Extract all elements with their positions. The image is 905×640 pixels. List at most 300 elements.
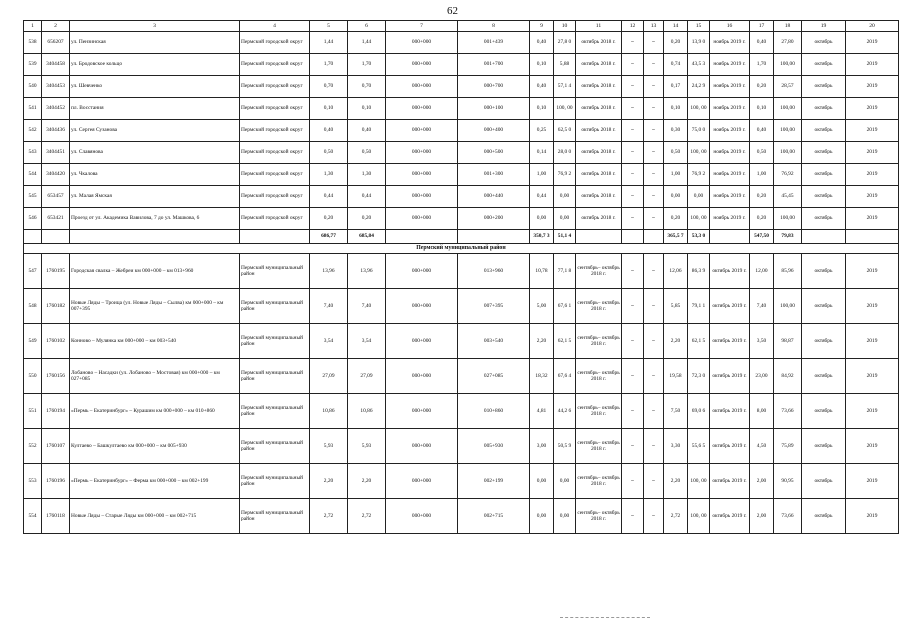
table-row bbox=[24, 324, 899, 359]
cell-c11: октябрь 2018 г. bbox=[576, 208, 622, 230]
cell-c10: 27,8 0 bbox=[554, 32, 576, 54]
cell-n: 541 bbox=[24, 98, 42, 120]
total-cell: 365,5 7 bbox=[664, 230, 688, 244]
cell-c9: 0,00 bbox=[530, 464, 554, 499]
cell-c12: – bbox=[622, 289, 644, 324]
cell-id: 1760196 bbox=[42, 464, 70, 499]
cell-c14: 2,20 bbox=[664, 464, 688, 499]
table-row bbox=[24, 208, 899, 230]
header-cell: 6 bbox=[348, 21, 386, 32]
cell-district: Пермский городской округ bbox=[240, 164, 310, 186]
cell-km_end: 000+400 bbox=[458, 120, 530, 142]
cell-c12: – bbox=[622, 142, 644, 164]
cell-c9: 4,81 bbox=[530, 394, 554, 429]
cell-c14: 0,20 bbox=[664, 208, 688, 230]
cell-district: Пермский городской округ bbox=[240, 142, 310, 164]
total-cell bbox=[576, 230, 622, 244]
section-title: Пермский муниципальный район bbox=[24, 244, 899, 254]
cell-len1: 1,70 bbox=[310, 54, 348, 76]
cell-c15: 72,3 0 bbox=[688, 359, 710, 394]
cell-district: Пермский городской округ bbox=[240, 120, 310, 142]
cell-km_end: 010+860 bbox=[458, 394, 530, 429]
header-cell: 9 bbox=[530, 21, 554, 32]
cell-district: Пермский муниципальный район bbox=[240, 464, 310, 499]
cell-id: 1760118 bbox=[42, 499, 70, 534]
cell-c9: 2,20 bbox=[530, 324, 554, 359]
cell-c12: – bbox=[622, 120, 644, 142]
total-cell: 686,77 bbox=[310, 230, 348, 244]
cell-id: 1760194 bbox=[42, 394, 70, 429]
cell-c14: 0,74 bbox=[664, 54, 688, 76]
total-cell: 51,1 4 bbox=[554, 230, 576, 244]
cell-district: Пермский муниципальный район bbox=[240, 359, 310, 394]
cell-name: ул. Чкалова bbox=[70, 164, 240, 186]
header-cell: 19 bbox=[802, 21, 846, 32]
cell-c15: 79,1 1 bbox=[688, 289, 710, 324]
cell-id: 3404453 bbox=[42, 76, 70, 98]
cell-c16: ноябрь 2019 г. bbox=[710, 76, 750, 98]
cell-km_start: 000+000 bbox=[386, 394, 458, 429]
cell-name: Конново – Мулянка км 000+000 – км 003+540 bbox=[70, 324, 240, 359]
cell-c19: октябрь bbox=[802, 54, 846, 76]
cell-c13: – bbox=[644, 394, 664, 429]
cell-len2: 1,44 bbox=[348, 32, 386, 54]
cell-c16: ноябрь 2019 г. bbox=[710, 120, 750, 142]
cell-c10: 5,88 bbox=[554, 54, 576, 76]
cell-km_start: 000+000 bbox=[386, 98, 458, 120]
table-row bbox=[24, 54, 899, 76]
cell-c10: 100, 00 bbox=[554, 98, 576, 120]
section-row bbox=[24, 244, 899, 254]
cell-n: 540 bbox=[24, 76, 42, 98]
cell-km_start: 000+000 bbox=[386, 324, 458, 359]
cell-c15: 100, 00 bbox=[688, 208, 710, 230]
page-number: 62 bbox=[447, 5, 458, 17]
table-row bbox=[24, 499, 899, 534]
cell-c16: ноябрь 2019 г. bbox=[710, 32, 750, 54]
cell-c18: 90,95 bbox=[774, 464, 802, 499]
cell-c9: 0,00 bbox=[530, 499, 554, 534]
cell-c12: – bbox=[622, 164, 644, 186]
cell-c14: 0,00 bbox=[664, 186, 688, 208]
cell-c11: октябрь 2018 г. bbox=[576, 54, 622, 76]
cell-c11: сентябрь– октябрь 2018 г. bbox=[576, 464, 622, 499]
header-cell: 12 bbox=[622, 21, 644, 32]
cell-km_end: 000+100 bbox=[458, 98, 530, 120]
cell-c17: 0,40 bbox=[750, 32, 774, 54]
cell-km_start: 000+000 bbox=[386, 429, 458, 464]
header-row bbox=[24, 21, 899, 32]
cell-len1: 0,20 bbox=[310, 208, 348, 230]
cell-km_end: 000+500 bbox=[458, 142, 530, 164]
cell-c19: октябрь bbox=[802, 98, 846, 120]
table-body bbox=[24, 21, 899, 534]
cell-c13: – bbox=[644, 120, 664, 142]
cell-c20: 2019 bbox=[846, 32, 899, 54]
cell-c20: 2019 bbox=[846, 142, 899, 164]
cell-c13: – bbox=[644, 289, 664, 324]
header-cell: 13 bbox=[644, 21, 664, 32]
table-row bbox=[24, 464, 899, 499]
cell-len2: 0,70 bbox=[348, 76, 386, 98]
cell-id: 1760182 bbox=[42, 289, 70, 324]
cell-district: Пермский муниципальный район bbox=[240, 289, 310, 324]
header-cell: 20 bbox=[846, 21, 899, 32]
cell-c10: 44,2 6 bbox=[554, 394, 576, 429]
cell-c11: сентябрь– октябрь 2018 г. bbox=[576, 289, 622, 324]
cell-len1: 0,44 bbox=[310, 186, 348, 208]
cell-km_end: 005+930 bbox=[458, 429, 530, 464]
cell-c17: 3,50 bbox=[750, 324, 774, 359]
cell-km_end: 007+395 bbox=[458, 289, 530, 324]
cell-c14: 0,17 bbox=[664, 76, 688, 98]
cell-c11: октябрь 2018 г. bbox=[576, 32, 622, 54]
cell-c19: октябрь bbox=[802, 76, 846, 98]
cell-c20: 2019 bbox=[846, 429, 899, 464]
cell-n: 551 bbox=[24, 394, 42, 429]
table-row bbox=[24, 429, 899, 464]
cell-c10: 62,1 5 bbox=[554, 324, 576, 359]
cell-c10: 76,9 2 bbox=[554, 164, 576, 186]
cell-c17: 23,00 bbox=[750, 359, 774, 394]
cell-c20: 2019 bbox=[846, 254, 899, 289]
cell-c12: – bbox=[622, 394, 644, 429]
cell-c16: ноябрь 2019 г. bbox=[710, 142, 750, 164]
total-cell bbox=[70, 230, 240, 244]
cell-c11: октябрь 2018 г. bbox=[576, 186, 622, 208]
cell-c11: октябрь 2018 г. bbox=[576, 142, 622, 164]
header-cell: 4 bbox=[240, 21, 310, 32]
header-cell: 1 bbox=[24, 21, 42, 32]
cell-c13: – bbox=[644, 464, 664, 499]
table-row bbox=[24, 32, 899, 54]
table-row bbox=[24, 394, 899, 429]
totals-row bbox=[24, 230, 899, 244]
cell-c20: 2019 bbox=[846, 359, 899, 394]
header-cell: 10 bbox=[554, 21, 576, 32]
cell-c18: 73,66 bbox=[774, 394, 802, 429]
cell-c15: 69,0 6 bbox=[688, 394, 710, 429]
total-cell bbox=[386, 230, 458, 244]
cell-c12: – bbox=[622, 54, 644, 76]
cell-name: «Пермь – Екатеринбург» – Курашим км 000+000 – км 010+860 bbox=[70, 394, 240, 429]
cell-c14: 7,50 bbox=[664, 394, 688, 429]
cell-n: 554 bbox=[24, 499, 42, 534]
cell-district: Пермский городской округ bbox=[240, 32, 310, 54]
cell-c15: 75,0 0 bbox=[688, 120, 710, 142]
cell-name: ул. Сергея Сузанова bbox=[70, 120, 240, 142]
total-cell: 53,3 0 bbox=[688, 230, 710, 244]
cell-id: 3404436 bbox=[42, 120, 70, 142]
cell-km_start: 000+000 bbox=[386, 359, 458, 394]
cell-c15: 55,6 5 bbox=[688, 429, 710, 464]
cell-district: Пермский городской округ bbox=[240, 54, 310, 76]
cell-id: 653457 bbox=[42, 186, 70, 208]
cell-id: 3404458 bbox=[42, 54, 70, 76]
cell-district: Пермский муниципальный район bbox=[240, 324, 310, 359]
cell-c19: октябрь bbox=[802, 429, 846, 464]
cell-c10: 57,1 4 bbox=[554, 76, 576, 98]
cell-c17: 4,50 bbox=[750, 429, 774, 464]
cell-c17: 2,00 bbox=[750, 499, 774, 534]
cell-c14: 0,50 bbox=[664, 142, 688, 164]
cell-c20: 2019 bbox=[846, 394, 899, 429]
cell-c10: 0,00 bbox=[554, 186, 576, 208]
table-row bbox=[24, 76, 899, 98]
cell-c19: октябрь bbox=[802, 164, 846, 186]
cell-c16: октябрь 2019 г. bbox=[710, 464, 750, 499]
cell-c13: – bbox=[644, 164, 664, 186]
cell-c15: 76,9 2 bbox=[688, 164, 710, 186]
cell-name: Новые Ляды – Старые Ляды км 000+000 – км 002+715 bbox=[70, 499, 240, 534]
cell-c10: 50,5 9 bbox=[554, 429, 576, 464]
cell-c12: – bbox=[622, 76, 644, 98]
cell-km_start: 000+000 bbox=[386, 32, 458, 54]
cell-c14: 0,10 bbox=[664, 98, 688, 120]
cell-c13: – bbox=[644, 359, 664, 394]
cell-c16: ноябрь 2019 г. bbox=[710, 54, 750, 76]
cell-km_start: 000+000 bbox=[386, 254, 458, 289]
cell-len1: 10,86 bbox=[310, 394, 348, 429]
cell-c10: 67,6 4 bbox=[554, 359, 576, 394]
total-cell bbox=[24, 230, 42, 244]
cell-len2: 2,20 bbox=[348, 464, 386, 499]
cell-len1: 1,44 bbox=[310, 32, 348, 54]
cell-c20: 2019 bbox=[846, 499, 899, 534]
cell-c19: октябрь bbox=[802, 186, 846, 208]
cell-c15: 24,2 9 bbox=[688, 76, 710, 98]
table-row bbox=[24, 142, 899, 164]
cell-c20: 2019 bbox=[846, 186, 899, 208]
cell-km_start: 000+000 bbox=[386, 164, 458, 186]
total-cell bbox=[644, 230, 664, 244]
cell-km_end: 027+085 bbox=[458, 359, 530, 394]
header-cell: 14 bbox=[664, 21, 688, 32]
cell-name: Култаево – Башкултаево км 000+000 – км 005+930 bbox=[70, 429, 240, 464]
header-cell: 17 bbox=[750, 21, 774, 32]
cell-c13: – bbox=[644, 98, 664, 120]
roads-table bbox=[23, 20, 899, 534]
cell-len1: 0,40 bbox=[310, 120, 348, 142]
cell-c16: октябрь 2019 г. bbox=[710, 359, 750, 394]
cell-id: 656207 bbox=[42, 32, 70, 54]
cell-c18: 75,89 bbox=[774, 429, 802, 464]
table-row bbox=[24, 289, 899, 324]
cell-id: 3404451 bbox=[42, 142, 70, 164]
cell-c12: – bbox=[622, 98, 644, 120]
cell-c19: октябрь bbox=[802, 142, 846, 164]
cell-km_end: 002+715 bbox=[458, 499, 530, 534]
cell-c9: 0,25 bbox=[530, 120, 554, 142]
cell-c13: – bbox=[644, 142, 664, 164]
header-cell: 11 bbox=[576, 21, 622, 32]
cell-district: Пермский городской округ bbox=[240, 186, 310, 208]
total-cell bbox=[802, 230, 846, 244]
header-cell: 8 bbox=[458, 21, 530, 32]
cell-km_start: 000+000 bbox=[386, 142, 458, 164]
cell-km_start: 000+000 bbox=[386, 499, 458, 534]
cell-c12: – bbox=[622, 464, 644, 499]
cell-c15: 100, 00 bbox=[688, 142, 710, 164]
cell-km_end: 002+199 bbox=[458, 464, 530, 499]
scan-mark bbox=[560, 617, 650, 618]
cell-c18: 76,92 bbox=[774, 164, 802, 186]
cell-len2: 7,40 bbox=[348, 289, 386, 324]
cell-c16: ноябрь 2019 г. bbox=[710, 208, 750, 230]
cell-km_start: 000+000 bbox=[386, 76, 458, 98]
cell-c19: октябрь bbox=[802, 120, 846, 142]
cell-c16: октябрь 2019 г. bbox=[710, 254, 750, 289]
cell-c16: октябрь 2019 г. bbox=[710, 429, 750, 464]
cell-id: 1760107 bbox=[42, 429, 70, 464]
cell-c14: 12,06 bbox=[664, 254, 688, 289]
cell-len1: 2,20 bbox=[310, 464, 348, 499]
cell-len1: 0,50 bbox=[310, 142, 348, 164]
cell-c14: 19,58 bbox=[664, 359, 688, 394]
cell-km_start: 000+000 bbox=[386, 120, 458, 142]
cell-len2: 0,44 bbox=[348, 186, 386, 208]
cell-n: 547 bbox=[24, 254, 42, 289]
header-cell: 15 bbox=[688, 21, 710, 32]
cell-c13: – bbox=[644, 429, 664, 464]
cell-c10: 0,00 bbox=[554, 499, 576, 534]
cell-id: 653421 bbox=[42, 208, 70, 230]
cell-c10: 67,6 1 bbox=[554, 289, 576, 324]
cell-c20: 2019 bbox=[846, 98, 899, 120]
cell-c16: ноябрь 2019 г. bbox=[710, 164, 750, 186]
cell-name: Городская свалка – Жебреи км 000+000 – км 013+960 bbox=[70, 254, 240, 289]
cell-c11: октябрь 2018 г. bbox=[576, 98, 622, 120]
cell-km_end: 001+439 bbox=[458, 32, 530, 54]
table-row bbox=[24, 98, 899, 120]
table-row bbox=[24, 254, 899, 289]
cell-c15: 62,1 5 bbox=[688, 324, 710, 359]
cell-c17: 1,00 bbox=[750, 164, 774, 186]
cell-len1: 0,70 bbox=[310, 76, 348, 98]
cell-len2: 0,50 bbox=[348, 142, 386, 164]
cell-c17: 0,50 bbox=[750, 142, 774, 164]
cell-c14: 0,30 bbox=[664, 120, 688, 142]
cell-name: ул. Пензинская bbox=[70, 32, 240, 54]
cell-len1: 5,93 bbox=[310, 429, 348, 464]
cell-km_start: 000+000 bbox=[386, 186, 458, 208]
cell-len1: 27,09 bbox=[310, 359, 348, 394]
cell-n: 543 bbox=[24, 142, 42, 164]
cell-km_end: 000+200 bbox=[458, 208, 530, 230]
cell-c14: 1,00 bbox=[664, 164, 688, 186]
cell-len2: 10,86 bbox=[348, 394, 386, 429]
cell-c15: 100, 00 bbox=[688, 464, 710, 499]
header-cell: 18 bbox=[774, 21, 802, 32]
table-row bbox=[24, 186, 899, 208]
cell-len1: 13,96 bbox=[310, 254, 348, 289]
cell-id: 3404452 bbox=[42, 98, 70, 120]
cell-len2: 1,30 bbox=[348, 164, 386, 186]
total-cell bbox=[42, 230, 70, 244]
cell-c15: 100, 00 bbox=[688, 98, 710, 120]
cell-c17: 8,00 bbox=[750, 394, 774, 429]
cell-c16: октябрь 2019 г. bbox=[710, 394, 750, 429]
cell-len2: 0,40 bbox=[348, 120, 386, 142]
cell-name: «Пермь – Екатеринбург» – Ферма км 000+000 – км 002+199 bbox=[70, 464, 240, 499]
cell-c20: 2019 bbox=[846, 54, 899, 76]
cell-c9: 18,32 bbox=[530, 359, 554, 394]
cell-len2: 1,70 bbox=[348, 54, 386, 76]
cell-name: пл. Восстания bbox=[70, 98, 240, 120]
total-cell: 547,50 bbox=[750, 230, 774, 244]
cell-c13: – bbox=[644, 76, 664, 98]
cell-c17: 0,20 bbox=[750, 76, 774, 98]
total-cell bbox=[710, 230, 750, 244]
cell-km_end: 000+700 bbox=[458, 76, 530, 98]
cell-c19: октябрь bbox=[802, 394, 846, 429]
total-cell: 350,7 3 bbox=[530, 230, 554, 244]
cell-c12: – bbox=[622, 359, 644, 394]
header-cell: 7 bbox=[386, 21, 458, 32]
header-cell: 16 bbox=[710, 21, 750, 32]
cell-c10: 77,1 8 bbox=[554, 254, 576, 289]
cell-len1: 0,10 bbox=[310, 98, 348, 120]
cell-c16: октябрь 2019 г. bbox=[710, 324, 750, 359]
cell-c10: 28,0 0 bbox=[554, 142, 576, 164]
cell-district: Пермский городской округ bbox=[240, 208, 310, 230]
cell-c9: 0,40 bbox=[530, 76, 554, 98]
cell-c15: 100, 00 bbox=[688, 499, 710, 534]
cell-len2: 5,93 bbox=[348, 429, 386, 464]
cell-c15: 0,00 bbox=[688, 186, 710, 208]
cell-c12: – bbox=[622, 32, 644, 54]
cell-c20: 2019 bbox=[846, 208, 899, 230]
cell-c17: 0,20 bbox=[750, 186, 774, 208]
cell-id: 1760195 bbox=[42, 254, 70, 289]
cell-c11: октябрь 2018 г. bbox=[576, 76, 622, 98]
header-cell: 2 bbox=[42, 21, 70, 32]
total-cell: 79,83 bbox=[774, 230, 802, 244]
cell-c17: 0,40 bbox=[750, 120, 774, 142]
cell-n: 544 bbox=[24, 164, 42, 186]
cell-c19: октябрь bbox=[802, 359, 846, 394]
cell-c18: 100,00 bbox=[774, 98, 802, 120]
cell-c16: октябрь 2019 г. bbox=[710, 289, 750, 324]
cell-c9: 10,78 bbox=[530, 254, 554, 289]
header-cell: 5 bbox=[310, 21, 348, 32]
cell-c10: 0,00 bbox=[554, 464, 576, 499]
cell-c11: октябрь 2018 г. bbox=[576, 164, 622, 186]
cell-c14: 2,72 bbox=[664, 499, 688, 534]
total-cell bbox=[458, 230, 530, 244]
cell-c12: – bbox=[622, 324, 644, 359]
cell-c13: – bbox=[644, 254, 664, 289]
cell-c10: 0,00 bbox=[554, 208, 576, 230]
cell-len2: 2,72 bbox=[348, 499, 386, 534]
cell-c13: – bbox=[644, 499, 664, 534]
cell-c20: 2019 bbox=[846, 464, 899, 499]
cell-district: Пермский городской округ bbox=[240, 76, 310, 98]
cell-c19: октябрь bbox=[802, 324, 846, 359]
cell-c9: 1,00 bbox=[530, 164, 554, 186]
total-cell bbox=[622, 230, 644, 244]
cell-c12: – bbox=[622, 429, 644, 464]
cell-id: 1760102 bbox=[42, 324, 70, 359]
cell-c10: 62,5 0 bbox=[554, 120, 576, 142]
cell-km_end: 000+440 bbox=[458, 186, 530, 208]
cell-c18: 73,66 bbox=[774, 499, 802, 534]
cell-c13: – bbox=[644, 208, 664, 230]
cell-c13: – bbox=[644, 32, 664, 54]
cell-km_start: 000+000 bbox=[386, 464, 458, 499]
total-cell bbox=[846, 230, 899, 244]
cell-c18: 100,00 bbox=[774, 142, 802, 164]
